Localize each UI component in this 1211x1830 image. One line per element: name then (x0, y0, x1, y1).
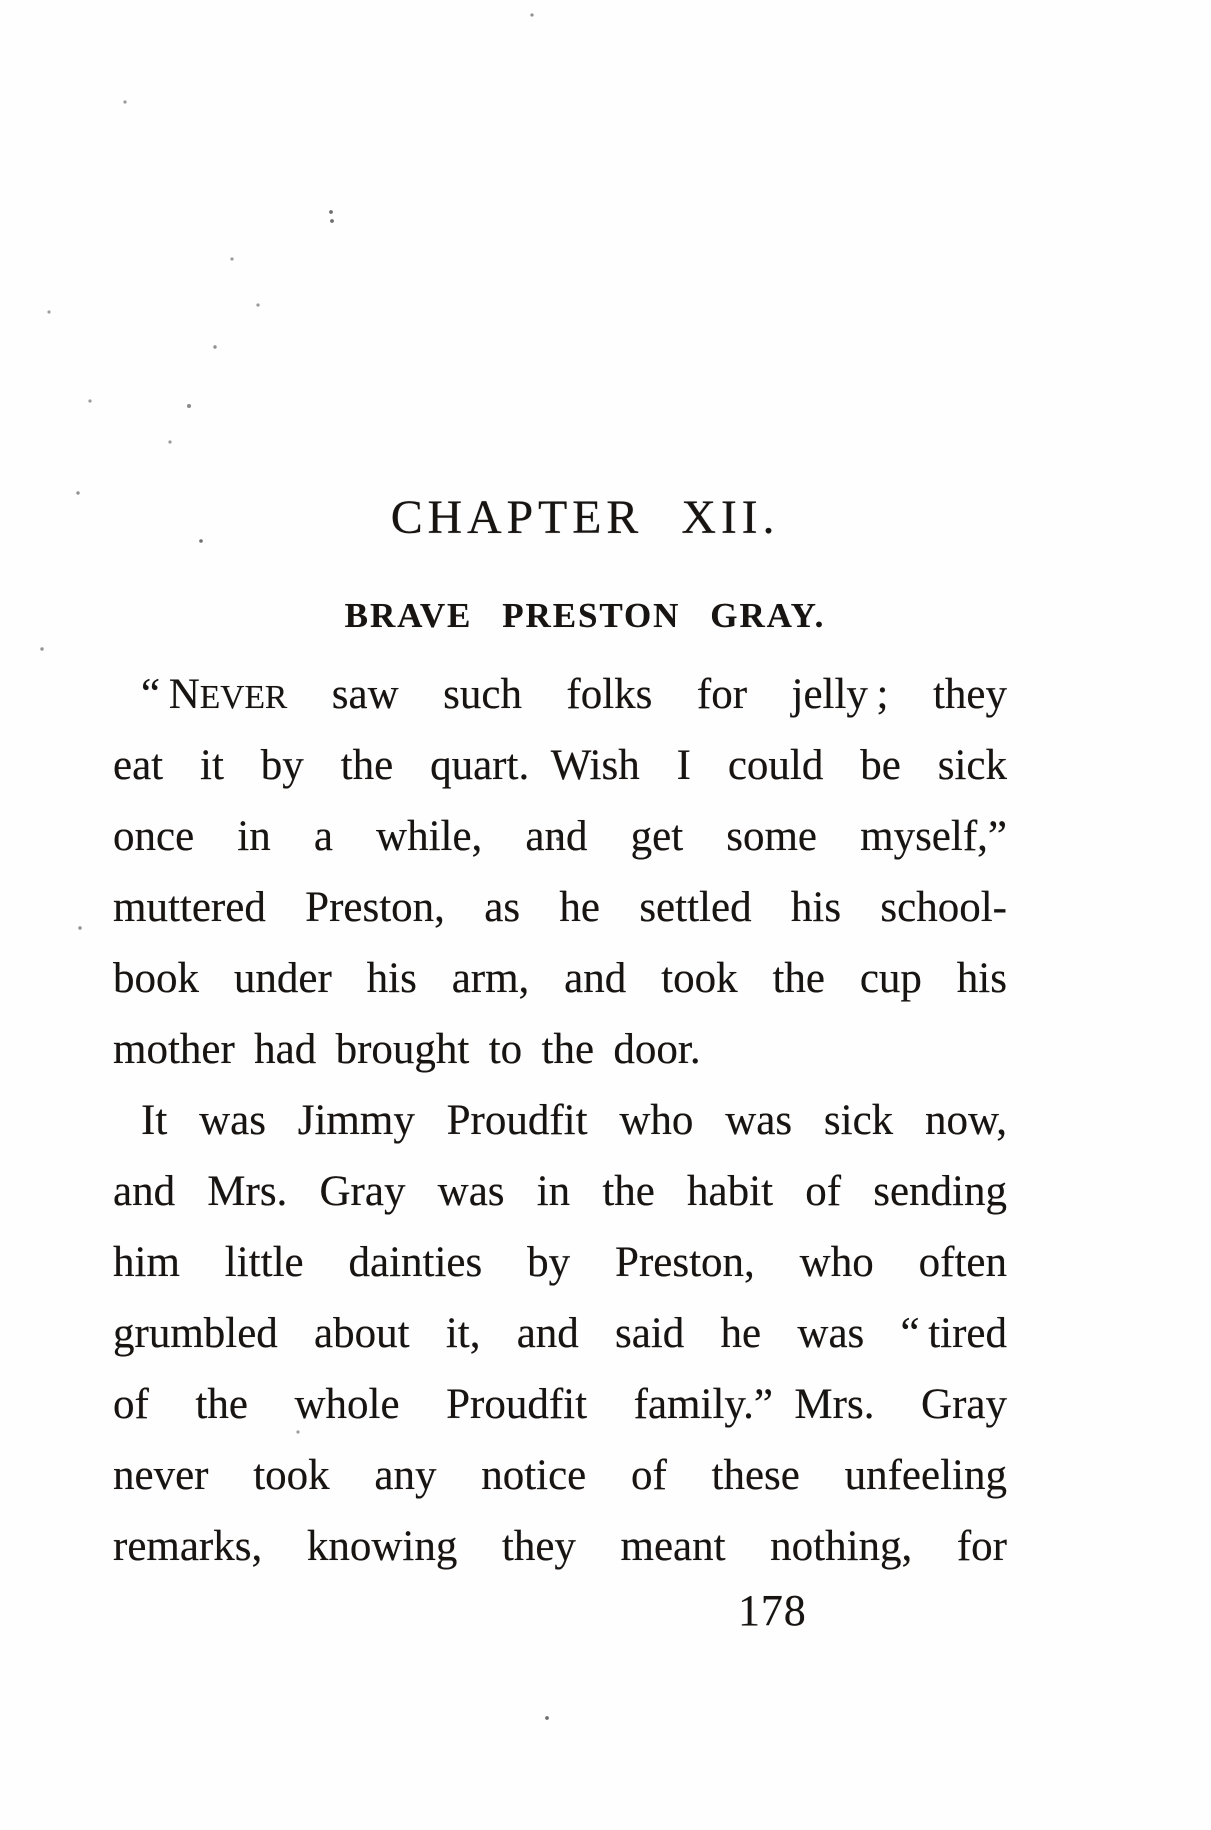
text-segment: saw such folks for jelly ; they (287, 671, 1007, 718)
text-segment: mother had brought to the door. (113, 1026, 701, 1073)
text-line (113, 1511, 1007, 1582)
text-line (113, 872, 1007, 943)
text-line (113, 1369, 1007, 1440)
text-line (113, 943, 1007, 1014)
paragraph (113, 659, 1007, 1085)
text-line (113, 1440, 1007, 1511)
small-caps-text: EVER (199, 679, 288, 716)
chapter-subtitle: BRAVE PRESTON GRAY. (344, 596, 826, 635)
text-segment: grumbled about it, and said he was “ tired (113, 1310, 1007, 1357)
page-number: 178 (738, 1586, 807, 1635)
text-segment: book under his arm, and took the cup his (113, 955, 1007, 1002)
text-segment: eat it by the quart. Wish I could be sick (113, 742, 1007, 789)
text-line (113, 1156, 1007, 1227)
text-segment: never took any notice of these unfeeling (113, 1452, 1007, 1499)
text-line (113, 1227, 1007, 1298)
text-line (113, 1014, 1007, 1085)
text-segment: “ N (141, 671, 200, 718)
text-segment: of the whole Proudfit family.” Mrs. Gray (113, 1381, 1007, 1428)
text-segment: once in a while, and get some myself,” (113, 813, 1007, 860)
text-line (113, 1298, 1007, 1369)
text-line (113, 659, 1007, 730)
text-segment: remarks, knowing they meant nothing, for (113, 1523, 1007, 1570)
text-segment: and Mrs. Gray was in the habit of sending (113, 1168, 1007, 1215)
text-segment: him little dainties by Preston, who often (113, 1239, 1007, 1286)
text-line (113, 730, 1007, 801)
scan-noise (0, 0, 2, 2)
body-text (113, 659, 1007, 1582)
text-column (113, 0, 1007, 1830)
text-line (113, 1085, 1007, 1156)
text-line (113, 801, 1007, 872)
text-segment: It was Jimmy Proudfit who was sick now, (141, 1097, 1007, 1144)
chapter-heading: CHAPTER XII. (390, 491, 780, 544)
text-segment: muttered Preston, as he settled his school- (113, 884, 1007, 931)
paragraph (113, 1085, 1007, 1582)
